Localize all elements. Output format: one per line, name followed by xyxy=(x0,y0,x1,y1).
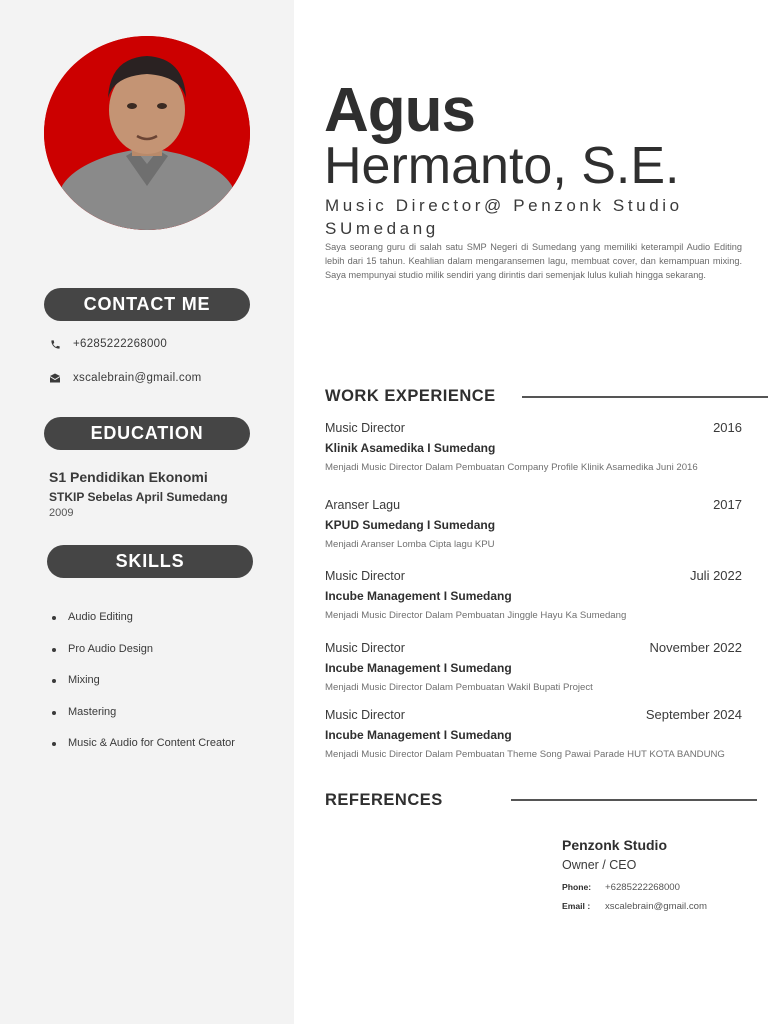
reference-phone[interactable]: +6285222268000 xyxy=(605,882,680,893)
job-company: Incube Management I Sumedang xyxy=(325,589,512,603)
job-entry xyxy=(325,707,742,762)
reference-phone-label: Phone: xyxy=(562,882,592,892)
education-school: STKIP Sebelas April Sumedang xyxy=(49,490,228,504)
job-entry xyxy=(325,420,742,475)
work-experience-divider xyxy=(522,396,768,398)
job-role: Music Director xyxy=(325,641,405,655)
job-company: KPUD Sumedang I Sumedang xyxy=(325,518,496,532)
job-year: 2016 xyxy=(713,420,742,435)
contact-me-heading: CONTACT ME xyxy=(44,288,250,321)
reference-phone-row xyxy=(562,882,680,893)
contact-phone-row xyxy=(48,338,167,350)
job-description: Menjadi Music Director Dalam Pembuatan Jinggle Hayu Ka Sumedang xyxy=(325,610,627,621)
contact-email[interactable]: xscalebrain@gmail.com xyxy=(73,372,202,384)
job-role: Aranser Lagu xyxy=(325,498,401,512)
contact-phone[interactable]: +6285222268000 xyxy=(73,338,168,350)
skill-item: Audio Editing xyxy=(52,611,235,643)
education-heading: EDUCATION xyxy=(44,417,250,450)
job-company: Incube Management I Sumedang xyxy=(325,661,512,675)
job-entry xyxy=(325,568,742,623)
profile-photo xyxy=(44,36,250,230)
phone-icon xyxy=(48,338,62,350)
job-role: Music Director xyxy=(325,708,405,722)
reference-role: Owner / CEO xyxy=(562,858,637,872)
sidebar xyxy=(0,0,294,1024)
job-description: Menjadi Music Director Dalam Pembuatan Wakil Bupati Project xyxy=(325,682,593,693)
job-year: Juli 2022 xyxy=(689,568,742,583)
job-role: Music Director xyxy=(325,421,405,435)
contact-email-row xyxy=(48,372,202,384)
reference-email-row xyxy=(562,901,707,912)
envelope-icon xyxy=(48,372,62,384)
education-year: 2009 xyxy=(49,507,74,519)
last-name: Hermanto, S.E. xyxy=(324,137,680,195)
skills-heading: SKILLS xyxy=(47,545,253,578)
reference-name: Penzonk Studio xyxy=(562,837,667,853)
job-year: November 2022 xyxy=(649,640,742,655)
bio-paragraph: Saya seorang guru di salah satu SMP Negeri di Sumedang yang memiliki keterampil Audio Editing lebih dari 15 tahun. Keahlian dalam mengaransemen lagu, membuat cover, dan kemampuan mixing. Saya mempunyai studio milik sendiri yang dirintis dari semenjak lulus kuliah hingga sekarang. xyxy=(325,242,742,280)
job-description: Menjadi Aranser Lomba Cipta lagu KPU xyxy=(325,539,495,550)
reference-email-label: Email : xyxy=(562,901,591,911)
job-subtitle: Music Director@ Penzonk Studio SUmedang xyxy=(325,196,683,238)
education-degree: S1 Pendidikan Ekonomi xyxy=(49,469,208,485)
reference-email[interactable]: xscalebrain@gmail.com xyxy=(605,901,707,912)
profile-photo-illustration xyxy=(44,36,250,230)
job-year: September 2024 xyxy=(645,707,742,722)
skill-item: Pro Audio Design xyxy=(52,643,235,675)
job-description: Menjadi Music Director Dalam Pembuatan Theme Song Pawai Parade HUT KOTA BANDUNG xyxy=(325,749,725,760)
skill-item: Mastering xyxy=(52,706,235,738)
job-company: Klinik Asamedika I Sumedang xyxy=(325,441,496,455)
references-divider xyxy=(511,799,757,801)
job-role: Music Director xyxy=(325,569,405,583)
skill-item: Mixing xyxy=(52,674,235,706)
job-entry xyxy=(325,497,742,552)
job-year: 2017 xyxy=(713,497,742,512)
work-experience-heading: WORK EXPERIENCE xyxy=(325,387,496,405)
skills-list xyxy=(52,611,235,769)
job-company: Incube Management I Sumedang xyxy=(325,728,512,742)
job-entry xyxy=(325,640,742,695)
references-heading: REFERENCES xyxy=(325,791,443,809)
skill-item: Music & Audio for Content Creator xyxy=(52,737,235,769)
job-description: Menjadi Music Director Dalam Pembuatan Company Profile Klinik Asamedika Juni 2016 xyxy=(325,462,698,473)
first-name: Agus xyxy=(324,76,475,145)
